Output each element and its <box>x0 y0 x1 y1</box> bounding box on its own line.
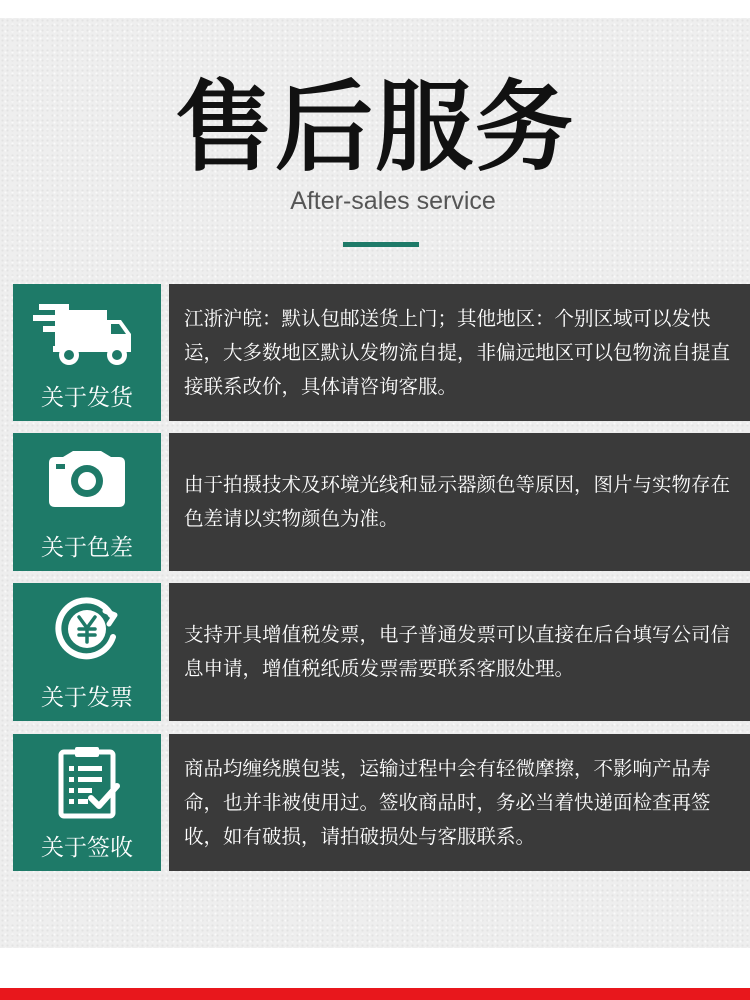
bottom-white-area <box>0 948 750 988</box>
page-title: 售后服务 <box>174 71 575 185</box>
shipping-panel <box>169 284 750 421</box>
invoice-panel <box>169 583 750 721</box>
color-badge <box>13 433 161 571</box>
truck-icon <box>13 298 161 368</box>
receipt-label: 关于签收 <box>41 835 133 861</box>
color-panel <box>169 433 750 571</box>
top-strip <box>0 0 750 18</box>
invoice-badge <box>13 583 161 721</box>
receipt-badge <box>13 734 161 871</box>
yen-icon <box>13 597 161 661</box>
invoice-label: 关于发票 <box>41 685 133 711</box>
shipping-badge <box>13 284 161 421</box>
color-label: 关于色差 <box>41 535 133 561</box>
clipboard-check-icon <box>13 744 161 820</box>
color-text: 由于拍摄技术及环境光线和显示器颜色等原因，图片与实物存在色差请以实物颜色为准。 <box>184 473 731 530</box>
shipping-label: 关于发货 <box>41 385 133 411</box>
shipping-text: 江浙沪皖：默认包邮送货上门；其他地区：个别区域可以发快运，大多数地区默认发物流自提，非偏远地区可以包物流自提直接联系改价，具体请咨询客服。 <box>184 307 731 398</box>
receipt-text: 商品均缠绕膜包装，运输过程中会有轻微摩擦，不影响产品寿命，也并非被使用过。签收商品时，务必当着快递面检查再签收，如有破损，请拍破损处与客服联系。 <box>184 757 711 848</box>
bottom-red-bar <box>0 988 750 1000</box>
receipt-panel <box>169 734 750 871</box>
invoice-text: 支持开具增值税发票，电子普通发票可以直接在后台填写公司信息申请，增值税纸质发票需要联系客服处理。 <box>184 623 731 680</box>
camera-icon <box>13 449 161 511</box>
title-underline <box>343 242 419 247</box>
page-subtitle: After-sales service <box>290 187 496 215</box>
